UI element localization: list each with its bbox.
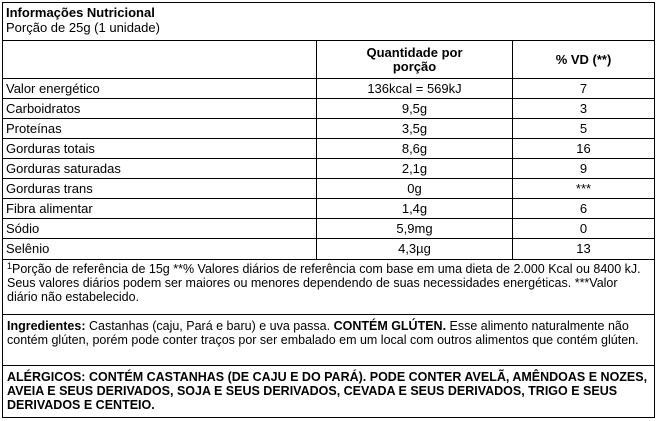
nutrient-name: Fibra alimentar: [3, 199, 317, 218]
footnote-text: Porção de referência de 15g **% Valores diários de referência com base em uma dieta de 2.000 Kcal ou 8400 kJ. Seus valores diários podem ser maiores ou menores dependendo de suas necessidades energéticas. ***Valor diário não estabelecido.: [7, 262, 641, 304]
ingredients-label: Ingredientes:: [7, 319, 86, 333]
nutrient-vd: 13: [576, 241, 591, 256]
ingredients-block: [3, 315, 654, 366]
nutrient-name: Carboidratos: [3, 99, 317, 118]
nutrient-name: Valor energético: [3, 79, 317, 98]
nutrient-vd: 7: [579, 80, 588, 96]
nutrient-vd: ***: [575, 180, 592, 196]
nutrient-name: Gorduras saturadas: [3, 159, 317, 178]
header-quantity: Quantidade por porção: [317, 41, 513, 78]
table-row: [3, 79, 654, 99]
nutrient-quantity: 0g: [317, 179, 513, 198]
table-row: [3, 159, 654, 179]
table-row: [3, 179, 654, 199]
table-row: [3, 99, 654, 119]
nutrient-quantity: 4,3µg: [317, 239, 513, 259]
nutrient-name: Gorduras totais: [3, 139, 317, 158]
nutrition-facts-panel: [2, 2, 655, 418]
column-header-row: [3, 41, 654, 79]
table-row: [3, 119, 654, 139]
nutrient-quantity: 9,5g: [317, 99, 513, 118]
nutrient-vd: 9: [579, 160, 588, 176]
table-row: [3, 139, 654, 159]
nutrient-quantity: 2,1g: [317, 159, 513, 178]
nutrient-quantity: 1,4g: [317, 199, 513, 218]
nutrient-quantity: 5,9mg: [317, 219, 513, 238]
header-vd: % VD (**): [555, 51, 612, 67]
portion-size: Porção de 25g (1 unidade): [6, 20, 160, 35]
nutrient-name: Selênio: [3, 239, 317, 259]
title-block: [3, 3, 654, 41]
footnote-marker: 1: [7, 261, 13, 271]
nutrient-name: Gorduras trans: [3, 179, 317, 198]
nutrient-vd: 5: [579, 120, 588, 136]
header-nutrient-cell: [3, 41, 317, 78]
nutrient-name: Proteínas: [3, 119, 317, 138]
nutrient-quantity: 136kcal = 569kJ: [317, 79, 513, 98]
nutrient-vd: 3: [579, 100, 588, 116]
nutrient-vd: 6: [579, 200, 588, 216]
panel-title: Informações Nutricional: [6, 5, 155, 20]
table-row: [3, 239, 654, 260]
nutrient-vd: 16: [576, 140, 591, 156]
allergens-block: [3, 366, 654, 417]
nutrient-name: Sódio: [3, 219, 317, 238]
ingredients-text: Castanhas (caju, Pará e baru) e uva passa.: [85, 319, 334, 333]
table-row: [3, 219, 654, 239]
footnote-block: [3, 260, 654, 315]
ingredients-text-2: Esse alimento naturalmente não contém glúten, porém pode conter traços por ser embalado em um local com outros alimentos que contém glúten.: [7, 319, 639, 347]
nutrient-quantity: 3,5g: [317, 119, 513, 138]
table-row: [3, 199, 654, 219]
allergens-text: ALÉRGICOS: CONTÉM CASTANHAS (DE CAJU E DO PARÁ). PODE CONTER AVELÃ, AMÊNDOAS E NOZES, AVEIA E SEUS DERIVADOS, SOJA E SEUS DERIVADOS, CEVADA E SEUS DERIVADOS, TRIGO E SEUS DERIVADOS E CENTEIO.: [7, 370, 648, 412]
gluten-warning: CONTÉM GLÚTEN.: [333, 319, 447, 333]
nutrient-quantity: 8,6g: [317, 139, 513, 158]
nutrient-vd: 0: [579, 220, 588, 236]
